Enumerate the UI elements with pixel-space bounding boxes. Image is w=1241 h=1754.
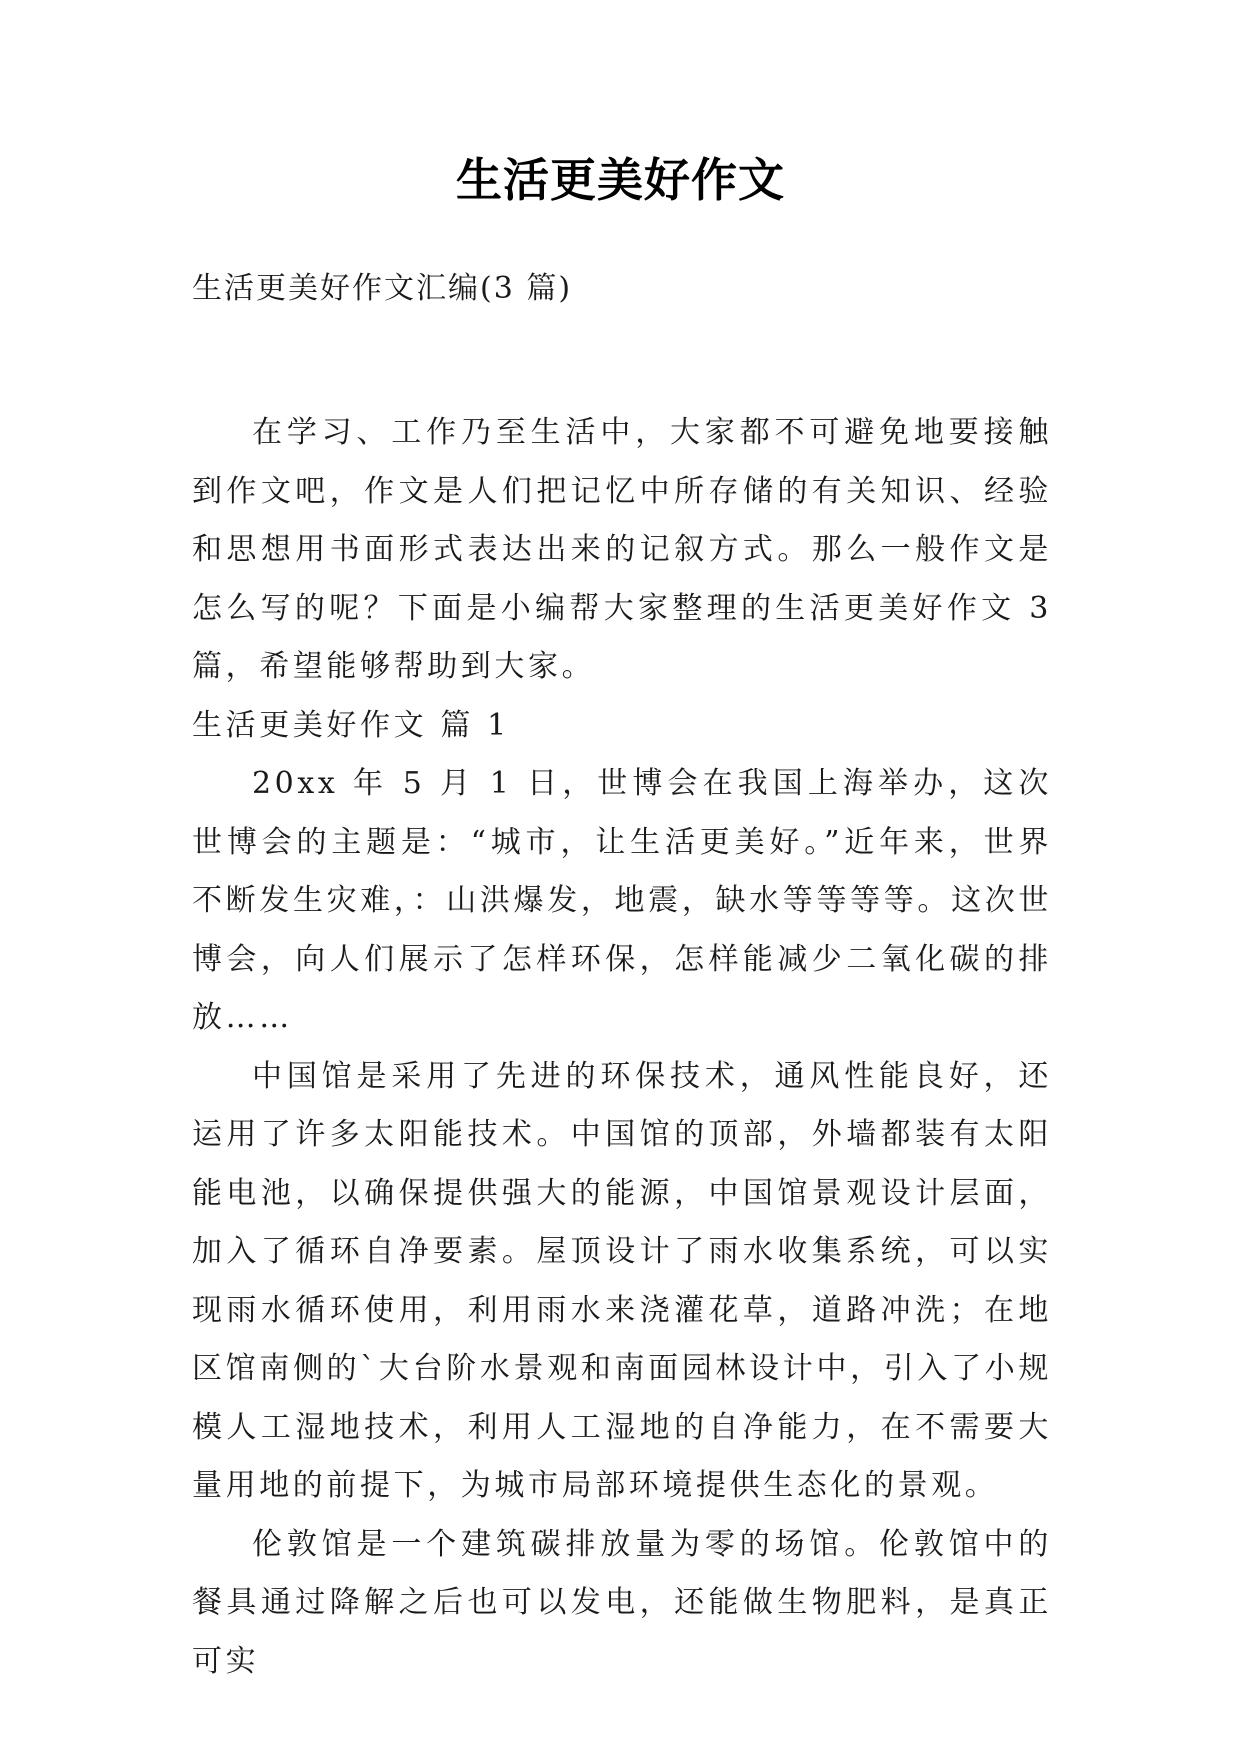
document-subtitle: 生活更美好作文汇编(3 篇) bbox=[192, 271, 573, 306]
body-paragraph: 中国馆是采用了先进的环保技术，通风性能良好，还运用了许多太阳能技术。中国馆的顶部，外墙都装有太阳能电池，以确保提供强大的能源，中国馆景观设计层面，加入了循环自净要素。屋顶设计了雨水收集系统，可以实现雨水循环使用，利用雨水来浇灌花草，道路冲洗；在地区馆南侧的`大台阶水景观和南面园林设计中，引入了小规模人工湿地技术，利用人工湿地的自净能力，在不需要大量用地的前提下，为城市局部环境提供生态化的景观。 bbox=[192, 1058, 1052, 1503]
body-paragraph: 伦敦馆是一个建筑碳排放量为零的场馆。伦敦馆中的餐具通过降解之后也可以发电，还能做生物肥料，是真正可实 bbox=[192, 1526, 1052, 1679]
document-body bbox=[192, 404, 1052, 1691]
document-title: 生活更美好作文 bbox=[456, 153, 785, 207]
body-paragraph: 20xx 年 5 月 1 日，世博会在我国上海举办，这次世博会的主题是：“城市，让生活更美好。”近年来，世界不断发生灾难，：山洪爆发，地震，缺水等等等等。这次世博会，向人们展示了怎样环保，怎样能减少二氧化碳的排放…… bbox=[192, 766, 1052, 1035]
intro-paragraph: 在学习、工作乃至生活中，大家都不可避免地要接触到作文吧，作文是人们把记忆中所存储的有关知识、经验和思想用书面形式表达出来的记叙方式。那么一般作文是怎么写的呢？下面是小编帮大家整理的生活更美好作文 3 篇，希望能够帮助到大家。 bbox=[192, 415, 1052, 684]
section-heading: 生活更美好作文 篇 1 bbox=[192, 707, 510, 743]
